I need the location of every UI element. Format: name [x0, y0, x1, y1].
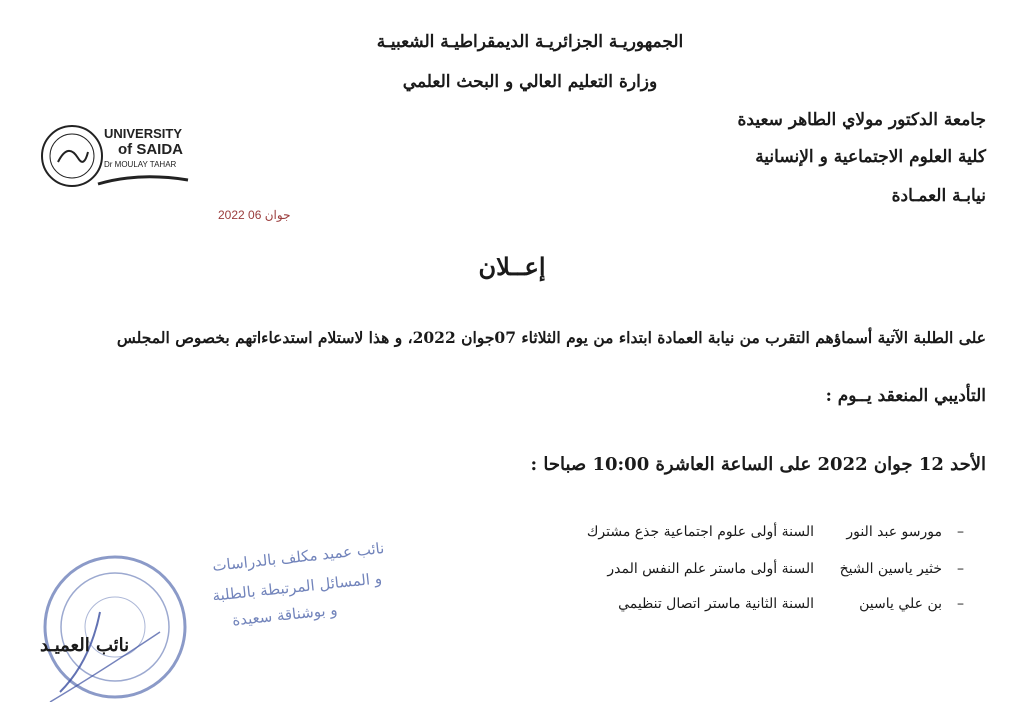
announcement-title: إعــلان: [478, 252, 546, 281]
stamp-date: 2022 جوان 06: [218, 208, 291, 222]
list-item: [484, 561, 964, 583]
official-seal: [40, 552, 190, 702]
list-dash: –: [957, 596, 964, 612]
seal-stamp-icon: [40, 552, 190, 702]
student-name: مورسو عبد النور: [846, 524, 942, 540]
signature-title: نائب العميـد: [40, 635, 130, 656]
republic-title: الجمهوريـة الجزائريـة الديمقراطيـة الشعبيـة: [376, 32, 684, 52]
logo-line2: of SAIDA: [118, 141, 183, 158]
deanery-name: نيابـة العمـادة: [891, 186, 986, 206]
meeting-datetime: الأحد 12 جوان 2022 على الساعة العاشرة 10:00 صباحا :: [530, 454, 986, 475]
ministry-title: وزارة التعليم العالي و البحث العلمي: [402, 72, 658, 92]
student-level: السنة أولى علوم اجتماعية جذع مشترك: [586, 524, 814, 540]
list-dash: –: [957, 561, 964, 577]
student-name: بن علي ياسين: [859, 596, 942, 612]
body-paragraph-line1: على الطلبة الآتية أسماؤهم التقرب من نيابة العمادة ابتداء من يوم الثلاثاء 07جوان 2022، و هذا لاستلام استدعاءاتهم بخصوص المجلس: [116, 328, 986, 347]
student-level: السنة أولى ماستر علم النفس المدر: [607, 561, 814, 577]
handwritten-note-line1: نائب عميد مكلف بالدراسات: [211, 539, 386, 575]
list-dash: –: [957, 524, 964, 540]
faculty-name: كلية العلوم الاجتماعية و الإنسانية: [755, 147, 986, 167]
handwritten-note-line2: و المسائل المرتبطة بالطلبة: [211, 569, 383, 605]
student-name: خثير ياسين الشيخ: [839, 561, 942, 577]
body-paragraph-line2: التأديبي المنعقد يــوم :: [825, 386, 986, 406]
logo-line1: UNIVERSITY: [104, 126, 183, 141]
handwritten-note-line3: و بوشناقة سعيدة: [231, 600, 339, 630]
student-level: السنة الثانية ماستر اتصال تنظيمي: [618, 596, 814, 612]
list-item: [484, 524, 964, 546]
list-item: [484, 596, 964, 618]
university-name: جامعة الدكتور مولاي الطاهر سعيدة: [737, 110, 986, 130]
logo-line3: Dr MOULAY TAHAR: [104, 160, 177, 169]
university-logo: [38, 122, 198, 194]
